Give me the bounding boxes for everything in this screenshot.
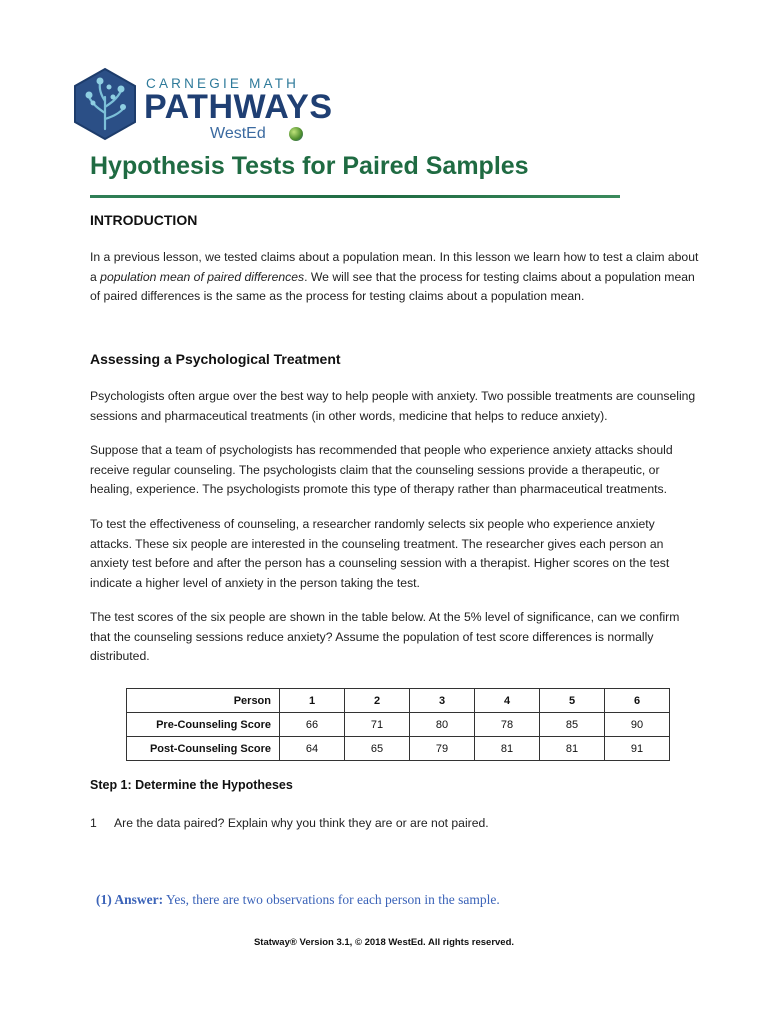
- table-cell: 3: [410, 689, 475, 713]
- page-title: Hypothesis Tests for Paired Samples: [90, 152, 529, 180]
- answer-label: (1) Answer:: [96, 892, 164, 907]
- globe-icon: [289, 127, 303, 141]
- section-heading: Assessing a Psychological Treatment: [90, 351, 341, 367]
- table-cell: 81: [540, 737, 605, 761]
- introduction-heading: INTRODUCTION: [90, 212, 198, 228]
- table-row: [127, 713, 670, 737]
- row-label: Person: [127, 689, 280, 713]
- table-cell: 65: [345, 737, 410, 761]
- table-cell: 90: [605, 713, 670, 737]
- table-cell: 6: [605, 689, 670, 713]
- answer-text: Yes, there are two observations for each person in the sample.: [163, 892, 500, 907]
- row-label: Pre-Counseling Score: [127, 713, 280, 737]
- table-cell: 5: [540, 689, 605, 713]
- answer-1: [96, 892, 500, 908]
- logo-text-pathways: PATHWAYS: [144, 88, 333, 126]
- paragraph-2: Suppose that a team of psychologists has recommended that people who experience anxiety attacks should receive regular counseling. The psychologists claim that the counseling sessions provide a therapeutic, or healing, experience. The psychologists promote this type of therapy rather than pharmaceutical treatments.: [90, 443, 673, 496]
- table-cell: 2: [345, 689, 410, 713]
- table-cell: 85: [540, 713, 605, 737]
- table-row: [127, 737, 670, 761]
- table-cell: 81: [475, 737, 540, 761]
- table-cell: 71: [345, 713, 410, 737]
- title-divider: [90, 195, 620, 198]
- test-scores-table: [126, 688, 670, 761]
- table-cell: 91: [605, 737, 670, 761]
- logo-text-carnegie: CARNEGIE MATH: [146, 76, 300, 91]
- table-row: [127, 689, 670, 713]
- table-cell: 78: [475, 713, 540, 737]
- paragraph-3: To test the effectiveness of counseling, a researcher randomly selects six people who experience anxiety attacks. These six people are interested in the counseling treatment. The researcher gives each person an anxiety test before and after the person has a counseling session with a therapist. Higher scores on the test indicate a higher level of anxiety in the person taking the test.: [90, 517, 670, 590]
- table-cell: 4: [475, 689, 540, 713]
- copyright-footer: Statway® Version 3.1, © 2018 WestEd. All rights reserved.: [253, 937, 515, 948]
- table-cell: 1: [280, 689, 345, 713]
- table-cell: 66: [280, 713, 345, 737]
- carnegie-math-pathways-logo: [73, 67, 333, 145]
- question-text: Are the data paired? Explain why you think they are or are not paired.: [114, 816, 489, 830]
- table-cell: 79: [410, 737, 475, 761]
- row-label: Post-Counseling Score: [127, 737, 280, 761]
- step-1-heading: Step 1: Determine the Hypotheses: [90, 778, 293, 792]
- table-cell: 64: [280, 737, 345, 761]
- introduction-paragraph: In a previous lesson, we tested claims about a population mean. In this lesson we learn how to test a claim about a population mean of paired differences. We will see that the process for testing claims about a population mean of paired differences is the same as the process for testing claims about a population mean.: [90, 250, 699, 303]
- paragraph-4: The test scores of the six people are shown in the table below. At the 5% level of significance, can we confirm that the counseling sessions reduce anxiety? Assume the population of test score differences is normally distributed.: [90, 610, 680, 663]
- question-1: [90, 816, 489, 830]
- table-cell: 80: [410, 713, 475, 737]
- tree-hexagon-icon: [73, 67, 137, 141]
- emphasis-term: population mean of paired differences: [100, 269, 305, 284]
- logo-text-wested: WestEd: [210, 125, 266, 142]
- paragraph-1: Psychologists often argue over the best way to help people with anxiety. Two possible treatments are counseling sessions and pharmaceutical treatments (in other words, medicine that helps to reduce anxiety).: [90, 389, 696, 423]
- question-number: 1: [90, 816, 97, 830]
